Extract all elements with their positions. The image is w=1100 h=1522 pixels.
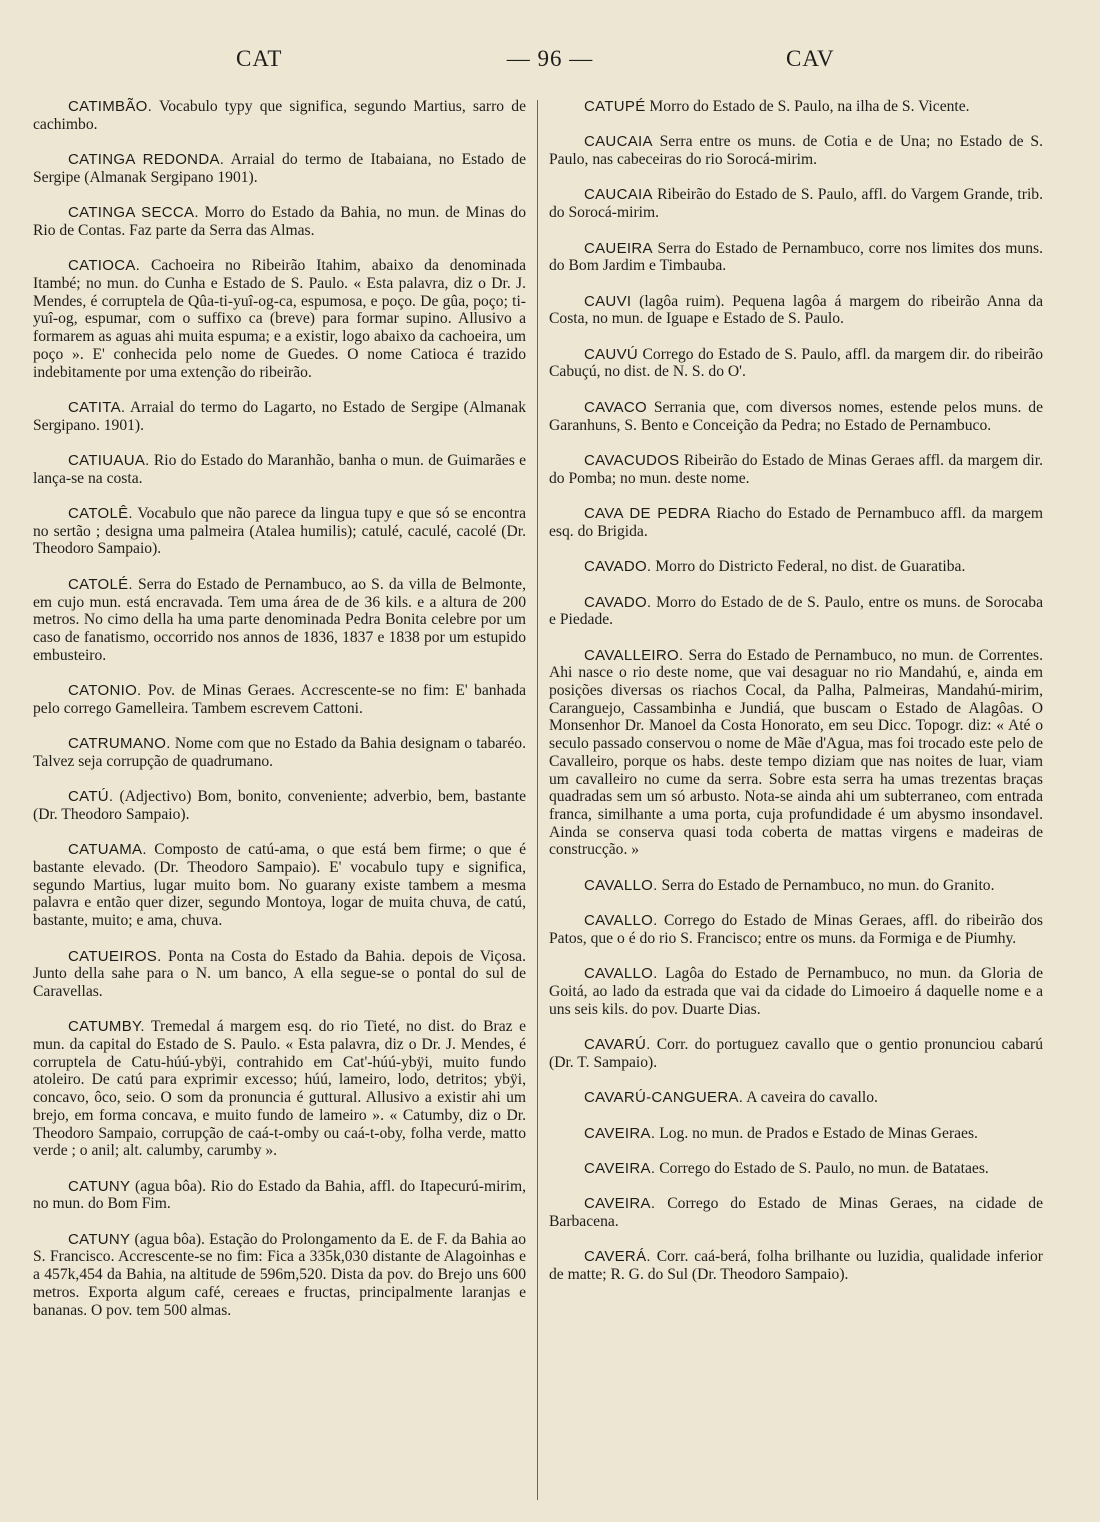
entry-body: Serra do Estado de Pernambuco, no mun. do Granito. [657,876,995,894]
entry-headword: CATOLÊ. [68,505,133,523]
entry-headword: CAVALLEIRO. [584,646,684,664]
dictionary-entry [33,505,526,558]
entry-headword: CATINGA REDONDA. [68,151,225,169]
entry-headword: CAVACO [584,398,647,416]
entry-body: Serrania que, com diversos nomes, estende pelos muns. de Garanhuns, S. Bento e Conceição da Pedra; no Estado de Pernambuco. [549,398,1043,434]
dictionary-entry [549,186,1043,221]
entry-headword: CATIOCA. [68,257,141,275]
dictionary-entry [549,505,1043,540]
dictionary-entry [33,98,526,133]
entry-headword: CATRUMANO. [68,735,171,753]
entry-body: Nome com que no Estado da Bahia designam o tabaréo. Talvez seja corrupção de quadrumano. [33,735,526,770]
dictionary-entry [549,965,1043,1018]
dictionary-entry [549,912,1043,947]
entry-headword: CATITA. [68,398,126,416]
entry-headword: CAVEIRA. [584,1195,656,1213]
dictionary-entry [33,841,526,930]
entry-body: Riacho do Estado de Pernambuco affl. da margem esq. do Brigida. [549,505,1043,540]
entry-body: Vocabulo typy que significa, segundo Martius, sarro de cachimbo. [33,98,526,133]
entry-body: Ribeirão do Estado de Minas Geraes affl. da margem dir. do Pomba; no mun. deste nome. [549,451,1043,487]
entry-body: Ponta na Costa do Estado da Bahia. depois de Viçosa. Junto della sahe para o N. um banco, A ella segue-se o pontal do sul de Caravellas. [33,947,526,1000]
entry-body: (agua bôa). Estação do Prolongamento da E. de F. da Bahia ao S. Francisco. Accrescente-se no fim: Fica a 335k,030 distante de Alagoinhas e a 457k,454 da Bahia, na altitude de 596m,520. Dista da pov. do Brejo uns 600 metros. Exporta algum café, cereaes e fructas, principalmente laranjas e bananas. O pov. tem 500 almas. [33,1230,526,1319]
entry-headword: CAVARÚ. [584,1036,651,1054]
entry-body: (agua bôa). Rio do Estado da Bahia, affl. do Itapecurú-mirim, no mun. do Bom Fim. [33,1177,526,1213]
entry-body: Morro do Estado de de S. Paulo, entre os muns. de Sorocaba e Piedade. [549,593,1043,629]
dictionary-entry [549,1160,1043,1178]
dictionary-entry [549,594,1043,629]
dictionary-entry [33,151,526,186]
dictionary-entry [549,240,1043,275]
entry-headword: CATUAMA. [68,841,147,859]
dictionary-entry [549,1195,1043,1230]
entry-body: Corrego do Estado de S. Paulo, affl. da margem dir. do ribeirão Cabuçú, no dist. de N. S. do O'. [549,345,1043,381]
entry-headword: CATIMBÃO. [68,98,153,115]
dictionary-entry [549,1089,1043,1107]
entry-body: Rio do Estado do Maranhão, banha o mun. de Guimarães e lança-se na costa. [33,451,526,487]
dictionary-entry [33,682,526,717]
entry-body: Tremedal á margem esq. do rio Tieté, no dist. do Braz e mun. da capital do Estado de S. Paulo. « Esta palavra, diz o Dr. J. Mendes, é corruptela de Catu-húú-ybÿi, contrahido em Cat'-húú-ybÿi, muito fundo atoleiro. De catú para exprimir excesso; húú, lameiro, lodo, detritos; ybÿi, concavo, ôco, seio. O som da pronuncia é guttural. Allusivo a existir ahi um brejo, em forma concava, e muito fundo de lameiro ». « Catumby, diz o Dr. Theodoro Sampaio, corrupção de caá-t-omby ou caá-t-oby, folha verde, matto verde ; o anil; alt. calumby, carumby ». [33,1018,526,1160]
right-column [549,98,1043,1301]
entry-headword: CATOLÉ. [68,575,133,593]
dictionary-entry [549,1248,1043,1283]
entry-body: Morro do Estado de S. Paulo, na ilha de S. Vicente. [645,98,970,115]
entry-headword: CATUMBY. [68,1018,145,1036]
entry-body: Morro do Estado da Bahia, no mun. de Minas do Rio de Contas. Faz parte da Serra das Almas. [33,204,526,239]
entry-headword: CAVERÁ. [584,1248,651,1266]
dictionary-entry [549,133,1043,168]
entry-body: Serra do Estado de Pernambuco, no mun. de Correntes. Ahi nasce o rio deste nome, que vai desaguar no rio Mandahú, e, ainda em posições diversas os riachos Cocal, da Palha, Palmeiras, Mandahú-mirim, Caranguejo, Cassambinha e Jundiá, que buscam o Estado de Alagôas. O Monsenhor Dr. Manoel da Costa Honorato, em seu Dicc. Topogr. diz: « Até o seculo passado conservou o nome de Mãe d'Agua, mas foi trocado este pelo de Cavalleiro, porque os habs. deste tempo diziam que nas noites de luar, viam um cavalleiro no cume da serra. Sobre esta serra ha umas trezentas braças quadradas sem um só arbusto. Nota-se ainda ahi um subterraneo, com entrada franca, similhante a uma porta, cuja profundidade é um abysmo insondavel. Ainda se conserva quasi toda coberta de mattas virgens e madeiras de construcção. » [549,646,1043,859]
entry-body: Serra do Estado de Pernambuco, ao S. da villa de Belmonte, em cujo mun. está encravada. Tem uma área de de 36 kils. e a altura de 200 metros. No cimo della ha uma parte denominada Pedra Bonita celebre por um caso de fanatismo, occorrido nos annos de 1836, 1837 e 1838 por um estupido embusteiro. [33,575,526,664]
entry-headword: CAUCAIA [584,186,653,204]
dictionary-entry [33,576,526,665]
entry-headword: CAVACUDOS [584,451,680,469]
entry-headword: CAVALLO. [584,965,658,983]
dictionary-entry [549,877,1043,895]
entry-headword: CAUEIRA [584,239,653,257]
dictionary-entry [549,558,1043,576]
running-head-right: CAV [786,46,835,71]
left-column [33,98,526,1337]
entry-body: Arraial do termo do Lagarto, no Estado de Sergipe (Almanak Sergipano. 1901). [33,398,526,434]
entry-headword: CAVALLO. [584,912,658,930]
entry-body: A caveira do cavallo. [743,1089,878,1107]
entry-body: (Adjectivo) Bom, bonito, conveniente; adverbio, bem, bastante (Dr. Theodoro Sampaio). [33,788,526,823]
entry-body: Composto de catú-ama, o que está bem firme; o que é bastante elevado. (Dr. Theodoro Sampaio). E' vocabulo tupy e significa, segundo Martius, lugar muito bom. No guarany existe tambem a mesma palavra e então quer dizer, segundo Montoya, logar de muita chuva, de catú, bastante, muito; e ama, chuva. [33,841,526,930]
dictionary-entry [33,1178,526,1213]
dictionary-entry [549,1036,1043,1071]
entry-headword: CAVEIRA. [584,1124,656,1142]
entry-headword: CAVEIRA. [584,1159,656,1177]
entry-body: Serra entre os muns. de Cotia e de Una; no Estado de S. Paulo, nas cabeceiras do rio Sorocá-mirim. [549,133,1043,169]
dictionary-entry [33,1018,526,1160]
entry-body: Corrego do Estado de Minas Geraes, na cidade de Barbacena. [549,1195,1043,1230]
running-head-left: CAT [236,46,283,71]
dictionary-entry [549,647,1043,859]
entry-body: Morro do Districto Federal, no dist. de Guaratiba. [651,558,966,576]
dictionary-entry [33,204,526,239]
entry-body: Log. no mun. de Prados e Estado de Minas Geraes. [655,1124,978,1142]
entry-body: Vocabulo que não parece da lingua tupy e que só se encontra no sertão ; designa uma palmeira (Atalea humilis); catulé, caculé, cacolé (Dr. Theodoro Sampaio). [33,505,526,558]
entry-body: Arraial do termo de Itabaiana, no Estado de Sergipe (Almanak Sergipano 1901). [33,151,526,186]
dictionary-entry [33,452,526,487]
entry-headword: CATUPÉ [584,98,646,115]
dictionary-entry [33,948,526,1001]
dictionary-entry [33,1231,526,1320]
entry-body: Corrego do Estado de Minas Geraes, affl. do ribeirão dos Patos, que o é do rio S. Francisco; entre os muns. da Formiga e de Piumhy. [549,912,1043,947]
entry-headword: CAUVÚ [584,345,639,363]
entry-headword: CATONIO. [68,682,142,700]
entry-body: Ribeirão do Estado de S. Paulo, affl. do Vargem Grande, trib. do Sorocá-mirim. [549,186,1043,222]
entry-headword: CAVA DE PEDRA [584,505,711,523]
dictionary-entry [549,399,1043,434]
entry-body: Corr. caá-berá, folha brilhante ou luzidia, qualidade inferior de matte; R. G. do Sul (Dr. Theodoro Sampaio). [549,1248,1043,1284]
entry-headword: CATUNY [68,1177,131,1195]
dictionary-entry [549,1125,1043,1143]
entry-headword: CAVADO. [584,593,652,611]
entry-body: Corrego do Estado de S. Paulo, no mun. de Batataes. [655,1159,989,1177]
entry-body: Corr. do portuguez cavallo que o gentio pronunciou cabarú (Dr. T. Sampaio). [549,1036,1043,1071]
dictionary-entry [33,788,526,823]
entry-body: Lagôa do Estado de Pernambuco, no mun. da Gloria de Goitá, ao lado da estrada que vai da cidade do Limoeiro á daquelle nome e a uns seis kils. do pov. Duarte Dias. [549,965,1043,1018]
dictionary-entry [549,346,1043,381]
dictionary-entry [549,452,1043,487]
entry-headword: CAUCAIA [584,133,653,151]
entry-body: Serra do Estado de Pernambuco, corre nos limites dos muns. do Bom Jardim e Timbauba. [549,239,1043,275]
column-divider [537,100,538,1500]
dictionary-entry [33,257,526,381]
dictionary-entry [549,98,1043,116]
entry-headword: CATUEIROS. [68,947,162,965]
dictionary-entry [549,293,1043,328]
entry-headword: CAVALLO. [584,876,658,894]
entry-headword: CAVADO. [584,558,652,576]
entry-body: Pov. de Minas Geraes. Accrescente-se no fim: E' banhada pelo corrego Gamelleira. Tambem escrevem Cattoni. [33,682,526,717]
page-number: — 96 — [506,46,594,71]
entry-headword: CATINGA SECCA. [68,204,199,222]
dictionary-entry [33,399,526,434]
entry-body: (lagôa ruim). Pequena lagôa á margem do ribeirão Anna da Costa, no mun. de Iguape e Estado de S. Paulo. [549,292,1043,328]
entry-headword: CAVARÚ-CANGUERA. [584,1089,744,1107]
entry-headword: CATUNY [68,1230,131,1248]
entry-headword: CATIUAUA. [68,451,150,469]
dictionary-entry [33,735,526,770]
entry-headword: CATÚ. [68,788,114,806]
entry-body: Cachoeira no Ribeirão Itahim, abaixo da denominada Itambé; no mun. do Cunha e Estado de S. Paulo. « Esta palavra, diz o Dr. J. Mendes, é corruptela de Qûa-ti-yuî-og-ca, espumosa, e poço. De gûa, poço; ti-yuî-og, espumar, com o suffixo ca (breve) para formar supino. Allusivo a formarem as aguas ahi muita espuma; e a existir, logo abaixo da cachoeira, um poço ». E' conhecida pelo nome de Guedes. O nome Catioca é trazido indebitamente por uma extenção do ribeirão. [33,257,526,381]
entry-headword: CAUVI [584,292,632,310]
